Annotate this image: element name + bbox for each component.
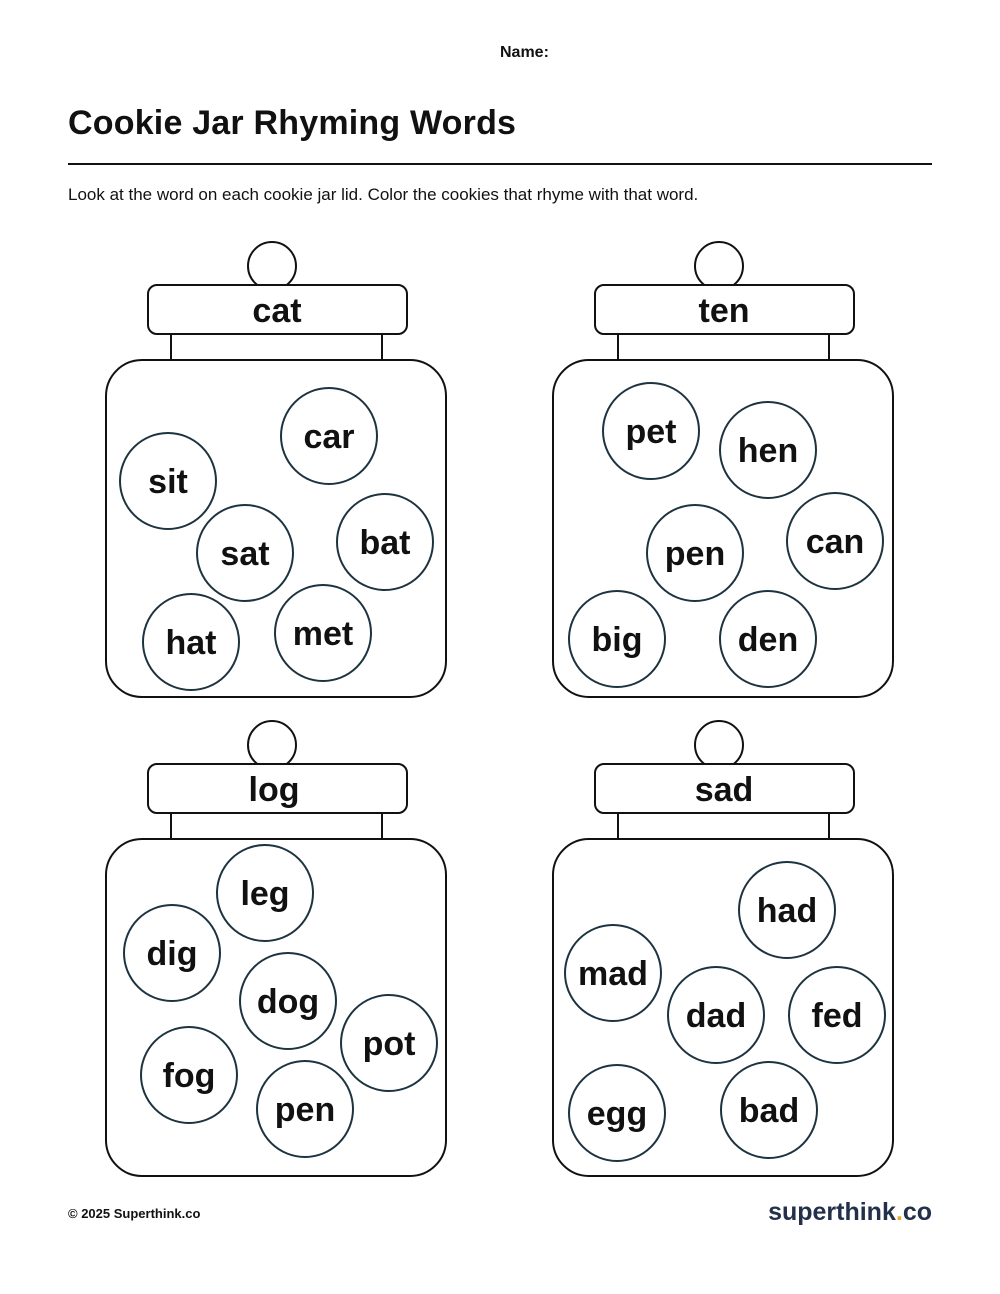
cookie-word: pet [625,413,677,451]
cookie[interactable] [789,967,885,1063]
cookie-word: egg [586,1095,648,1133]
instructions-text: Look at the word on each cookie jar lid. Color the cookies that rhyme with that word. [68,185,699,204]
cookie-word: fog [162,1057,216,1095]
cookie[interactable] [720,591,816,687]
page-title: Cookie Jar Rhyming Words [68,104,517,142]
jar-knob [248,721,296,769]
cookie-word: fed [811,997,863,1035]
cookie-word: den [737,621,799,659]
cookie-jar [553,242,893,697]
brand-logo [768,1198,932,1227]
copyright-text: © 2025 Superthink.co [68,1206,201,1221]
jar-knob [695,721,743,769]
brand-tld: co [902,1198,932,1226]
cookie-jar [106,721,446,1176]
cookie-word: dig [146,935,198,973]
cookie-word: sit [148,463,188,501]
cookie[interactable] [569,591,665,687]
lid-word: ten [698,292,750,330]
brand-dot: . [895,1198,903,1226]
cookie[interactable] [257,1061,353,1157]
cookie[interactable] [197,505,293,601]
cookie[interactable] [275,585,371,681]
cookie[interactable] [143,594,239,690]
cookie[interactable] [721,1062,817,1158]
jar-neck [171,813,382,839]
cookie[interactable] [603,383,699,479]
cookie-word: pen [274,1091,336,1129]
lid-word: sad [694,771,754,809]
cookie[interactable] [341,995,437,1091]
cookie-word: pen [664,535,726,573]
jar-neck [618,813,829,839]
cookie-word: dad [685,997,747,1035]
name-label: Name: [500,44,549,61]
jar-neck [618,334,829,360]
jar-knob [695,242,743,290]
cookie[interactable] [281,388,377,484]
cookie[interactable] [565,925,661,1021]
cookie[interactable] [124,905,220,1001]
cookie[interactable] [120,433,216,529]
cookie-word: big [591,621,643,659]
jar-knob [248,242,296,290]
cookie-word: sat [220,535,270,573]
cookie-word: mad [578,955,648,993]
cookie-word: had [756,892,818,930]
cookie[interactable] [569,1065,665,1161]
cookie-word: leg [240,875,290,913]
cookie-word: hat [165,624,217,662]
cookie-word: dog [256,983,320,1021]
cookie[interactable] [337,494,433,590]
cookie-word: hen [737,432,799,470]
cookie-word: pot [362,1025,416,1063]
cookie[interactable] [720,402,816,498]
cookie-word: car [303,418,355,456]
jar-neck [171,334,382,360]
cookie-jar [106,242,446,697]
cookie-word: bat [359,524,411,562]
cookie-word: met [292,615,354,653]
lid-word: log [248,771,300,809]
cookie[interactable] [787,493,883,589]
cookie[interactable] [217,845,313,941]
cookie[interactable] [240,953,336,1049]
cookie[interactable] [647,505,743,601]
lid-word: cat [252,292,302,330]
cookie[interactable] [739,862,835,958]
cookie-word: bad [738,1092,800,1130]
cookie-word: can [805,523,865,561]
cookie[interactable] [668,967,764,1063]
cookie-jar [553,721,893,1176]
brand-name: superthink [768,1198,896,1226]
cookie[interactable] [141,1027,237,1123]
